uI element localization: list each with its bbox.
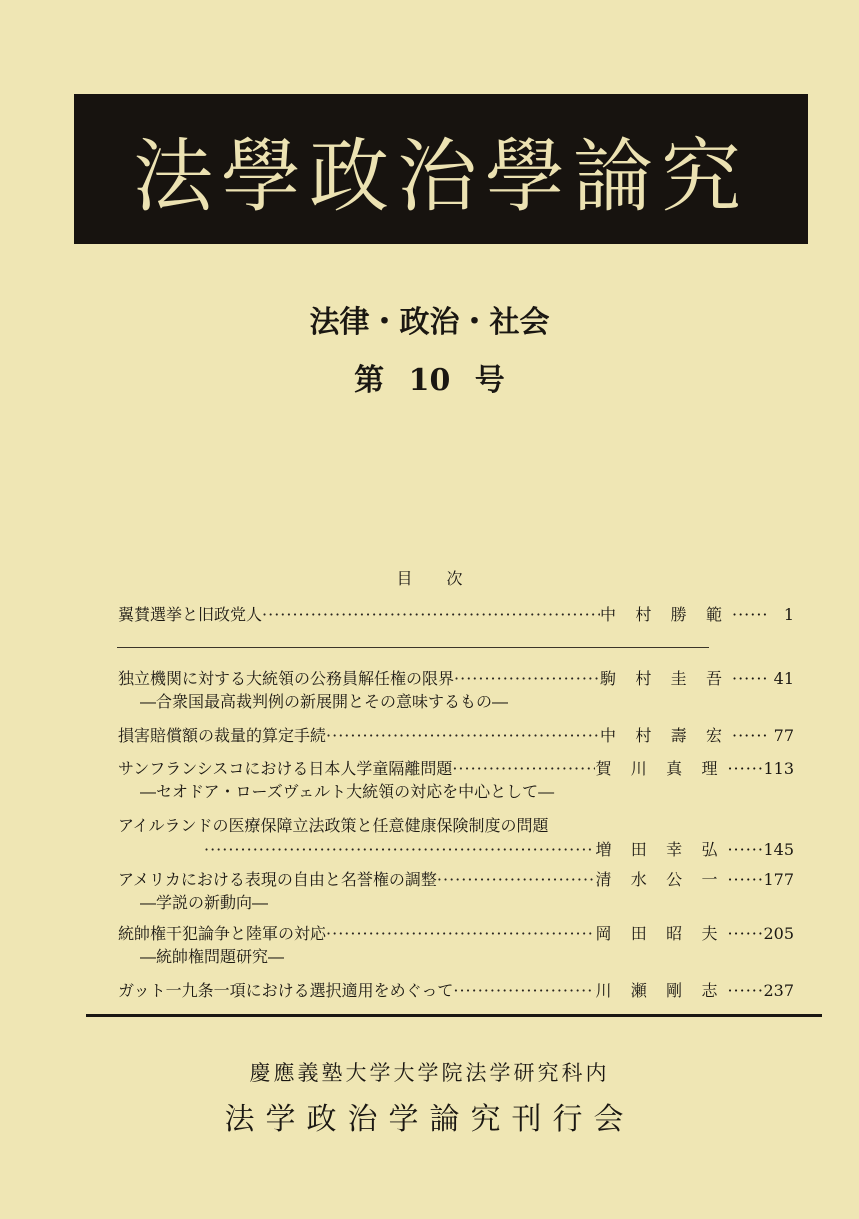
entry-subtitle: ―セオドア・ローズヴェルト大統領の対応を中心として― <box>140 782 555 801</box>
entry-title: ガット一九条一項における選択適用をめぐって <box>118 981 454 1000</box>
entry-page: 113 <box>763 759 794 778</box>
entry-author: 中 村 勝 範 <box>600 605 722 624</box>
leader-dots <box>326 924 595 943</box>
toc-entry[interactable] <box>118 921 794 969</box>
leader-dots <box>452 759 595 778</box>
entry-title: 損害賠償額の裁量的算定手続 <box>118 726 327 745</box>
entry-page: 237 <box>763 981 794 1000</box>
entry-page: 1 <box>783 605 794 624</box>
leader-dots <box>453 981 595 1000</box>
entry-title: 翼賛選挙と旧政党人 <box>118 605 263 624</box>
entry-subtitle: ―統帥権問題研究― <box>140 947 285 966</box>
entry-title: アイルランドの医療保障立法政策と任意健康保険制度の問題 <box>118 816 549 835</box>
entry-title: 独立機関に対する大統領の公務員解任権の限界 <box>118 669 455 688</box>
leader-dots <box>437 870 596 889</box>
entry-author: 清 水 公 一 <box>595 870 718 889</box>
entry-page: 177 <box>763 870 794 889</box>
entry-subtitle: ―学説の新動向― <box>140 893 269 912</box>
table-of-contents <box>118 596 794 1002</box>
entry-page: 145 <box>763 840 794 859</box>
title-banner <box>74 94 808 244</box>
entry-title: アメリカにおける表現の自由と名誉権の調整 <box>118 870 437 889</box>
journal-subtitle: 法律・政治・社会 <box>309 305 550 340</box>
entry-author: 中 村 壽 宏 <box>600 726 722 745</box>
entry-page: 205 <box>763 924 794 943</box>
toc-entry[interactable] <box>118 867 794 915</box>
entry-author: 川 瀬 剛 志 <box>595 981 718 1000</box>
leader-dots <box>326 726 600 745</box>
toc-entry[interactable] <box>118 978 794 1002</box>
entry-title: 統帥権干犯論争と陸軍の対応 <box>118 924 327 943</box>
entry-author: 岡 田 昭 夫 <box>595 924 718 943</box>
leader-dots <box>262 605 600 624</box>
entry-title: サンフランシスコにおける日本人学童隔離問題 <box>118 759 453 778</box>
publisher-name: 法学政治学論究刊行会 <box>224 1102 635 1137</box>
entry-page: 77 <box>773 726 794 745</box>
entry-subtitle: ―合衆国最高裁判例の新展開とその意味するもの― <box>140 692 509 711</box>
issue-number: 第 10 号 <box>354 363 505 398</box>
toc-entry[interactable] <box>118 666 794 714</box>
toc-entry[interactable] <box>118 602 794 626</box>
leader-dots <box>454 669 600 688</box>
publisher-affiliation: 慶應義塾大学大学院法学研究科内 <box>249 1061 610 1085</box>
toc-entry[interactable] <box>118 813 794 861</box>
entry-author: 増 田 幸 弘 <box>595 840 718 859</box>
entry-author: 駒 村 圭 吾 <box>600 669 722 688</box>
toc-entry[interactable] <box>118 723 794 747</box>
leader-dots <box>204 840 595 859</box>
toc-entry[interactable] <box>118 756 794 804</box>
toc-heading: 目次 <box>396 569 497 588</box>
divider <box>86 1014 822 1017</box>
journal-title: 法學政治學論究 <box>133 129 749 223</box>
entry-author: 賀 川 真 理 <box>595 759 718 778</box>
entry-page: 41 <box>773 669 794 688</box>
